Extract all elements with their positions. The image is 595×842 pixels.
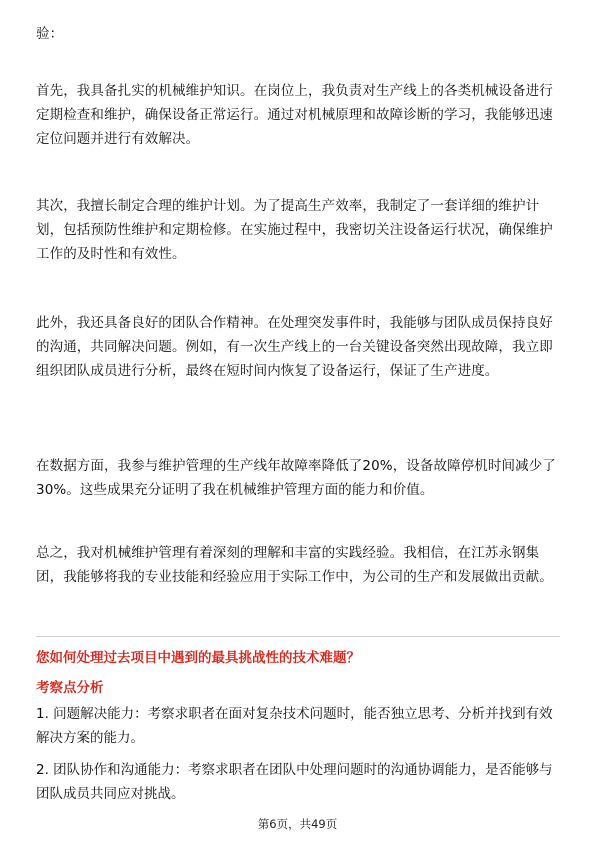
analysis-item-teamwork: 2. 团队协作和沟通能力：考察求职者在团队中处理问题时的沟通协调能力，是否能够与团队成员共同应对挑战。	[36, 762, 553, 802]
paragraph-conclusion: 总之，我对机械维护管理有着深刻的理解和丰富的实践经验。我相信，在江苏永钢集团，我能够将我的专业技能和经验应用于实际工作中，为公司的生产和发展做出贡献。	[36, 545, 553, 585]
paragraph-maintenance-knowledge: 首先，我具备扎实的机械维护知识。在岗位上，我负责对生产线上的各类机械设备进行定期检查和维护，确保设备正常运行。通过对机械原理和故障诊断的学习，我能够迅速定位问题并进行有效解决。	[36, 83, 553, 147]
analysis-heading: 考察点分析	[36, 680, 104, 696]
paragraph-intro-tail: 验：	[36, 26, 64, 42]
paragraph-teamwork: 此外，我还具备良好的团队合作精神。在处理突发事件时，我能够与团队成员保持良好的沟通，共同解决问题。例如，有一次生产线上的一台关键设备突然出现故障，我立即组织团队成员进行分析，最终在短时间内恢复了设备运行，保证了生产进度。	[36, 315, 553, 379]
page-number-footer: 第6页，共49页	[257, 817, 338, 831]
section-divider	[36, 636, 560, 637]
analysis-item-problem-solving: 1. 问题解决能力：考察求职者在面对复杂技术问题时，能否独立思考、分析并找到有效解决方案的能力。	[36, 706, 553, 746]
paragraph-maintenance-plan: 其次，我擅长制定合理的维护计划。为了提高生产效率，我制定了一套详细的维护计划，包括预防性维护和定期检修。在实施过程中，我密切关注设备运行状况，确保维护工作的及时性和有效性。	[36, 198, 553, 262]
interview-question: 您如何处理过去项目中遇到的最具挑战性的技术难题？	[36, 650, 360, 666]
paragraph-data-results: 在数据方面，我参与维护管理的生产线年故障率降低了20%，设备故障停机时间减少了30%。这些成果充分证明了我在机械维护管理方面的能力和价值。	[36, 458, 556, 498]
